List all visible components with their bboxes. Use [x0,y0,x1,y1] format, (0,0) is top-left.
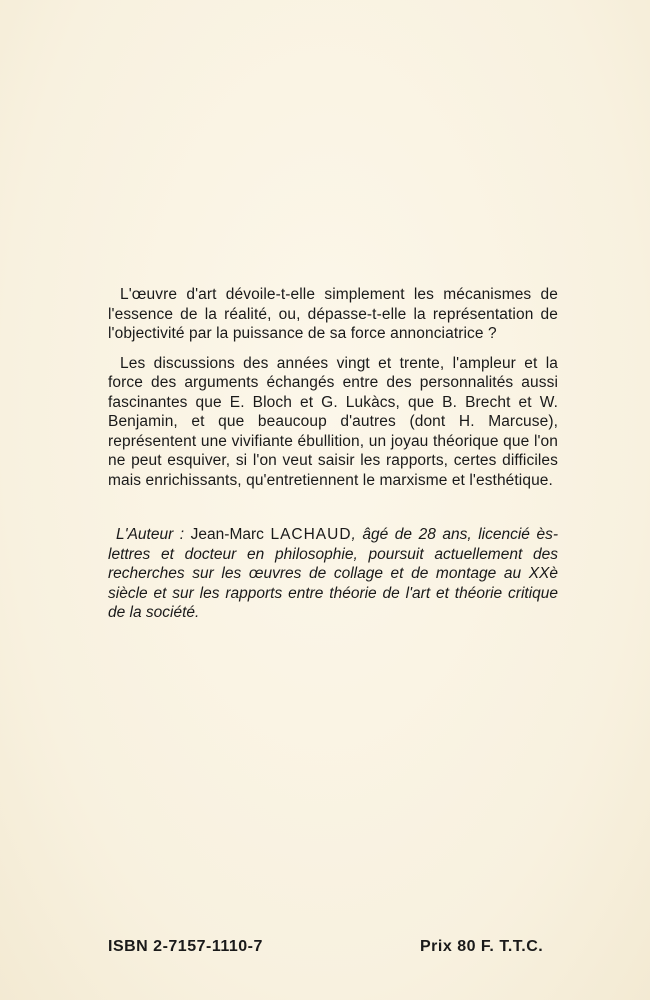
blurb-paragraph-2: Les discussions des années vingt et trente, l'ampleur et la force des arguments échangés entre des personnalités aussi fascinantes que E. Bloch et G. Lukàcs, que B. Brecht et W. Benjamin, et que beaucoup d'autres (dont H. Marcuse), représentent une vivifiante ébullition, un joyau théorique que l'on ne peut esquiver, si l'on veut saisir les rapports, certes difficiles mais enrichissants, qu'entretiennent le marxisme et l'esthétique. [108,354,558,489]
blurb-text [108,285,558,500]
author-bio-text: , âgé de 28 ans, licencié ès-lettres et docteur en philosophie, poursuit actuellement des recherches sur les œuvres de collage et de montage au XXè siècle et sur les rapports entre théorie de l'art et théorie critique de la société. [108,526,558,621]
isbn: ISBN 2-7157-1110-7 [108,938,263,955]
author-surname: LACHAUD [270,526,352,543]
blurb-paragraph-1: L'œuvre d'art dévoile-t-elle simplement les mécanismes de l'essence de la réalité, ou, dépasse-t-elle la représentation de l'objectivité par la puissance de sa force annonciatrice ? [108,286,558,342]
author-bio [108,525,558,623]
author-label: L'Auteur : [116,526,185,543]
author-first-name: Jean-Marc [190,526,264,543]
price: Prix 80 F. T.T.C. [420,938,544,955]
